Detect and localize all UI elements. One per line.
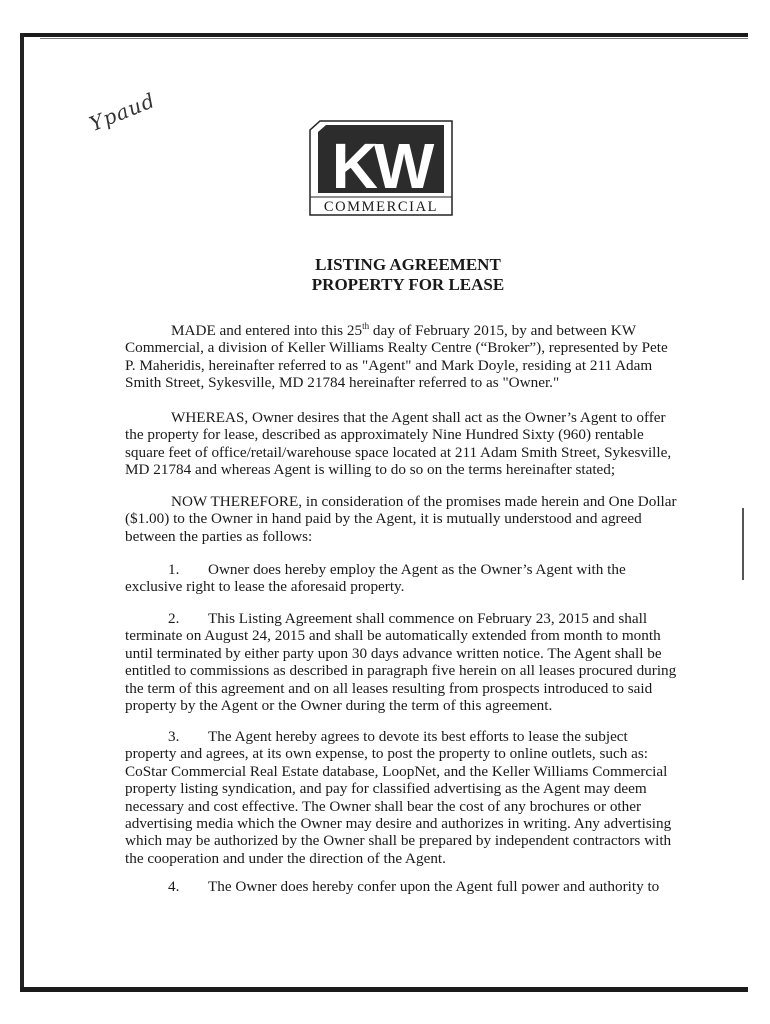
intro-paragraph: [125, 322, 677, 392]
now-therefore-text: NOW THEREFORE, in consideration of the promises made herein and One Dollar ($1.00) to the Owner in hand paid by the Agent, it is mutually understood and agreed between the parties as follows:: [125, 493, 677, 545]
scan-edge-top: [22, 33, 748, 37]
clause-3: [125, 728, 677, 867]
clause-1: [125, 561, 677, 596]
clause-number: 3.: [168, 728, 180, 745]
clause-4: [125, 878, 677, 895]
document-title-line1: LISTING AGREEMENT: [315, 255, 501, 274]
clause-text: The Owner does hereby confer upon the Agent full power and authority to: [208, 878, 660, 895]
scan-edge-bottom: [20, 987, 748, 992]
whereas-paragraph: [125, 409, 677, 479]
whereas-text: WHEREAS, Owner desires that the Agent shall act as the Owner’s Agent to offer the property for lease, described as approximately Nine Hundred Sixty (960) rentable square feet of office/retail/warehouse space located at 211 Adam Smith Street, Sykesville, MD 21784 and whereas Agent is willing to do so on the terms hereinafter stated;: [125, 409, 672, 479]
clause-text: This Listing Agreement shall commence on February 23, 2015 and shall terminate on August 24, 2015 and shall be automatically extended from month to month until terminated by either party upon 30 days advance written notice. The Agent shall be entitled to commissions as described in paragraph five herein on all leases procured during the term of this agreement and on all leases resulting from prospects introduced to said property by the Agent or the Owner during the term of this agreement.: [125, 610, 677, 715]
intro-text-part2: day of February 2015, by and between KW Commercial, a division of Keller Williams Realty Centre (“Broker”), represented by Pete P. Maheridis, hereinafter referred to as "Agent" and Mark Doyle, residing at 211 Adam Smith Street, Sykesville, MD 21784 hereinafter referred to as "Owner.": [125, 322, 668, 392]
now-therefore-paragraph: [125, 493, 677, 545]
clause-text: The Agent hereby agrees to devote its best efforts to lease the subject property and agrees, at its own expense, to post the property to online outlets, such as: CoStar Commercial Real Estate database, LoopNet, and the Keller Williams Commercial property listing syndication, and pay for classified advertising as the Agent may deem necessary and cost effective. The Owner shall bear the cost of any brochures or other advertising media which the Owner may desire and authorizes in writing. Any advertising which may be authorized by the Owner shall be prepared by independent contractors with the cooperation and under the direction of the Agent.: [125, 728, 672, 867]
scan-mark-right: [742, 508, 744, 580]
scan-edge-top-thin: [40, 38, 748, 39]
intro-superscript: th: [362, 320, 370, 331]
intro-text-part1: MADE and entered into this 25: [171, 322, 363, 339]
clause-number: 4.: [168, 878, 180, 895]
scan-edge-left: [20, 33, 24, 991]
logo-subtitle: COMMERCIAL: [323, 199, 439, 215]
clause-2: [125, 610, 677, 714]
kw-commercial-logo: [309, 120, 453, 216]
document-title-line2: PROPERTY FOR LEASE: [311, 275, 505, 294]
handwritten-note: Ypaud: [86, 88, 159, 136]
clause-number: 2.: [168, 610, 180, 627]
clause-text: Owner does hereby employ the Agent as the Owner’s Agent with the exclusive right to lease the aforesaid property.: [125, 561, 626, 596]
clause-number: 1.: [168, 561, 180, 578]
logo-letters: KW: [331, 130, 431, 202]
